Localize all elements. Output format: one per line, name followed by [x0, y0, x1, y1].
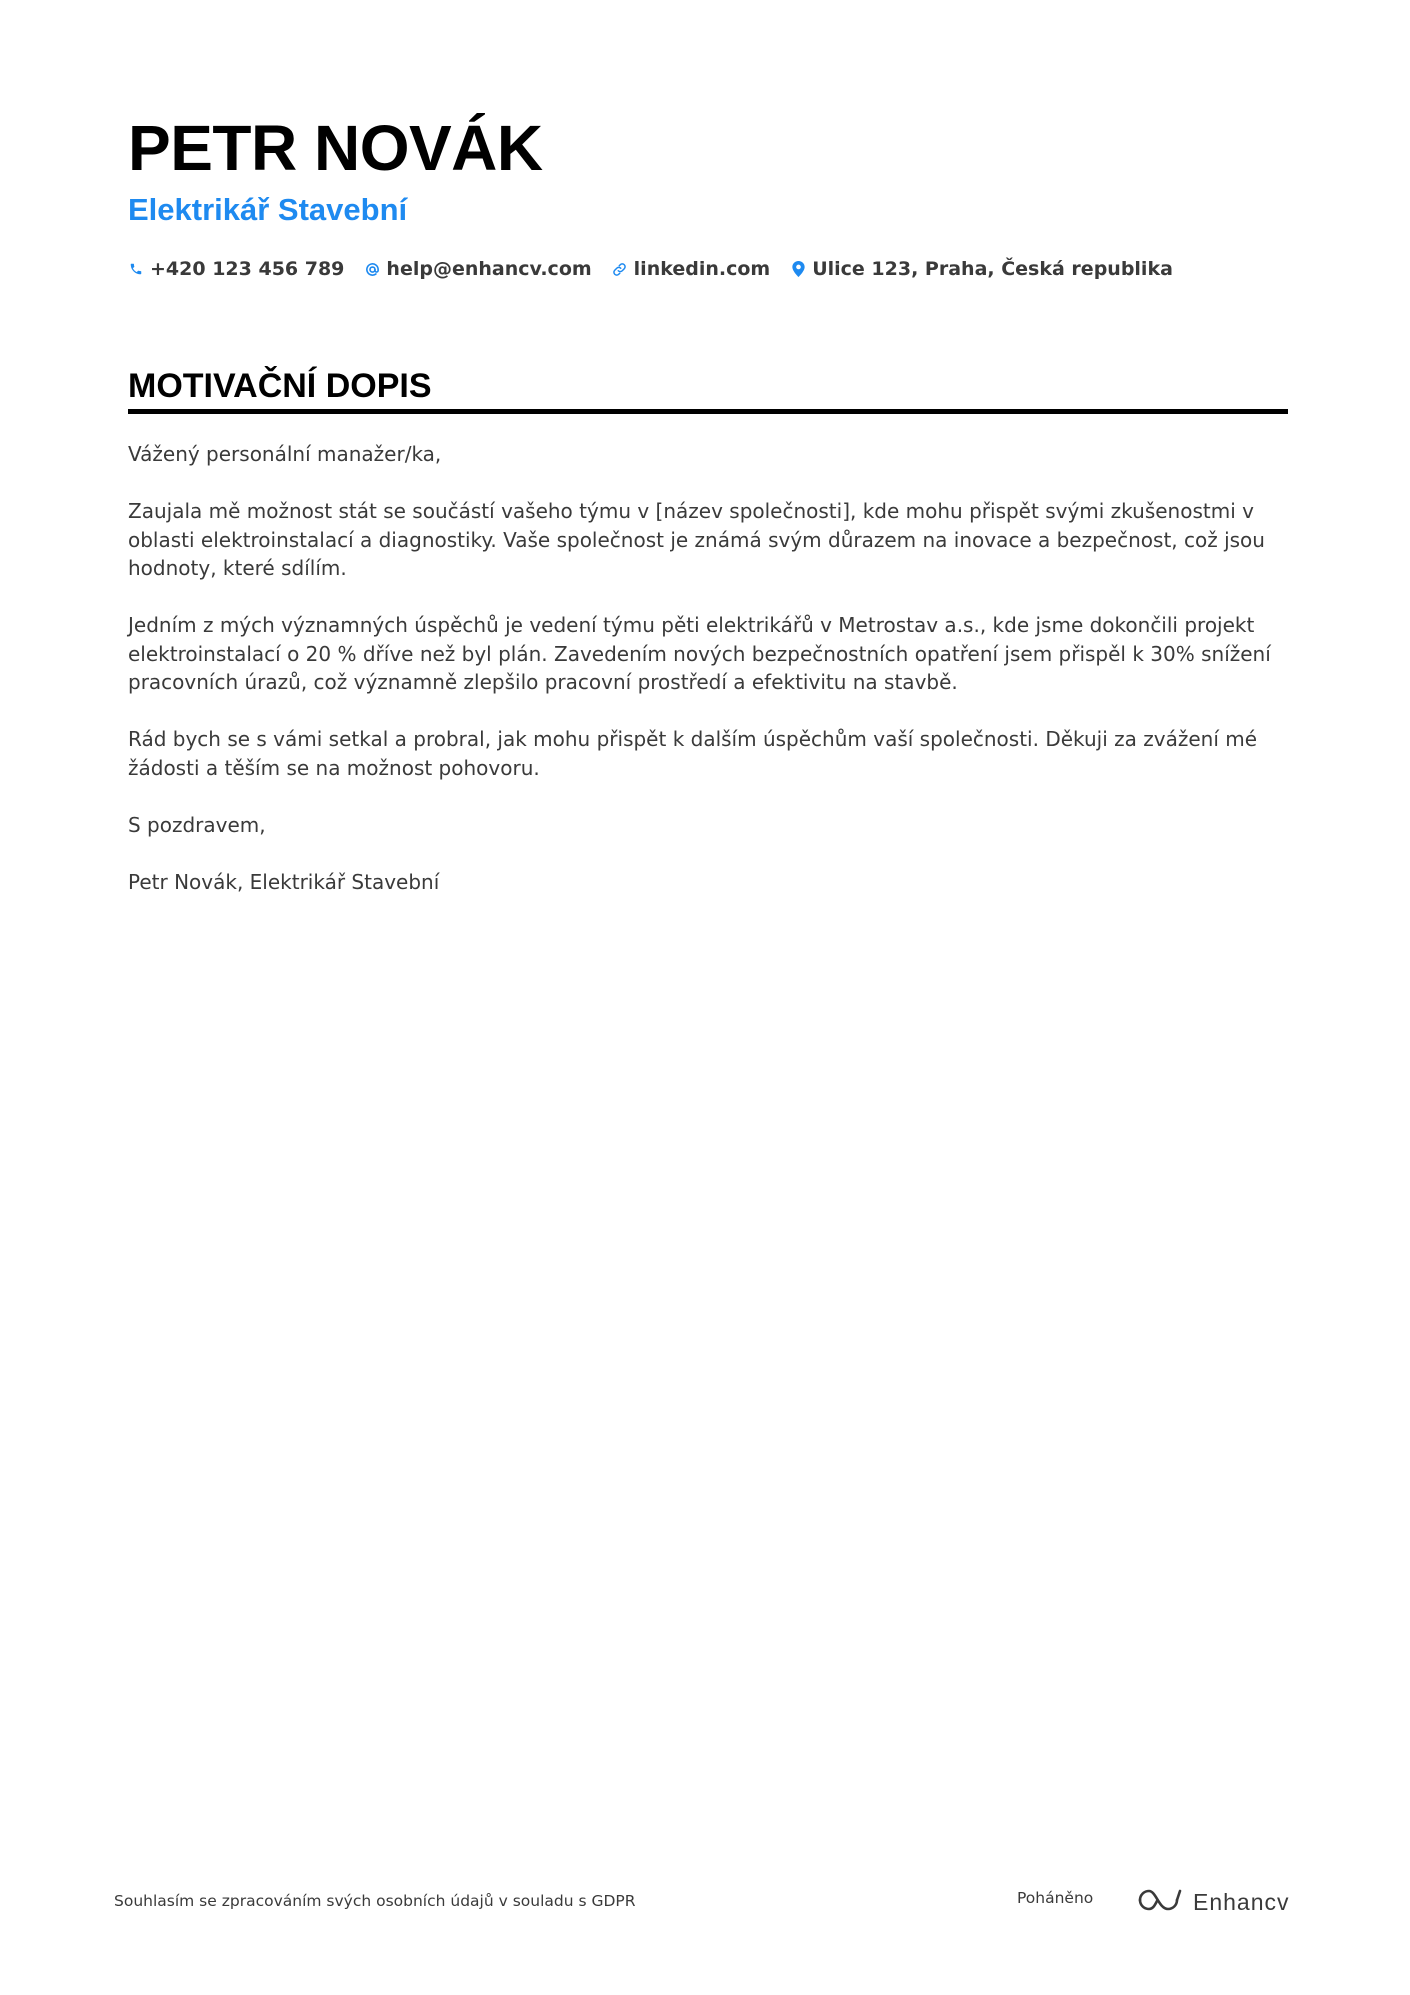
contact-phone	[128, 258, 344, 280]
location-text: Ulice 123, Praha, Česká republika	[812, 258, 1173, 280]
section-divider	[128, 409, 1288, 414]
link-icon	[612, 260, 628, 278]
letter-closing: S pozdravem,	[128, 812, 266, 837]
letter-paragraph-1: Zaujala mě možnost stát se součástí vašeho týmu v [název společnosti], kde mohu přispět svými zkušenostmi v oblasti elektroinstalací a diagnostiky. Vaše společnost je známá svým důrazem na inovace a bezpečnost, což jsou hodnoty, které sdílím.	[128, 499, 1265, 580]
email-text[interactable]: help@enhancv.com	[386, 258, 592, 280]
phone-icon	[128, 260, 144, 278]
contact-location	[790, 258, 1173, 280]
brand-name: Enhancv	[1193, 1888, 1290, 1915]
section-title: MOTIVAČNÍ DOPIS	[128, 367, 432, 405]
letter-greeting: Vážený personální manažer/ka,	[128, 442, 442, 466]
contact-bar	[128, 254, 1193, 284]
link-text[interactable]: linkedin.com	[633, 258, 771, 280]
letter-paragraph-2: Jedním z mých významných úspěchů je vedení týmu pěti elektrikářů v Metrostav a.s., kde jsme dokončili projekt elektroinstalací o 20 % dříve než byl plán. Zavedením nových bezpečnostních opatření jsem přispěl k 30% snížení pracovních úrazů, což významně zlepšilo pracovní prostředí a efektivitu na stavbě.	[128, 613, 1271, 694]
letter-body	[128, 440, 1293, 925]
letter-paragraph-3: Rád bych se s vámi setkal a probral, jak mohu přispět k dalším úspěchům vaší společnosti. Děkuji za zvážení mé žádosti a těším se na možnost pohovoru.	[128, 727, 1258, 780]
contact-link[interactable]	[612, 258, 771, 280]
enhancv-logo[interactable]	[1137, 1884, 1290, 1920]
location-pin-icon	[790, 260, 806, 278]
gdpr-consent: Souhlasím se zpracováním svých osobních údajů v souladu s GDPR	[114, 1892, 636, 1910]
applicant-role: Elektrikář Stavební	[128, 192, 408, 227]
applicant-name: PETR NOVÁK	[128, 112, 543, 184]
enhancv-mark-icon	[1137, 1887, 1183, 1917]
at-icon	[364, 260, 380, 278]
contact-email[interactable]	[364, 258, 591, 280]
phone-text: +420 123 456 789	[150, 258, 345, 280]
letter-signature: Petr Novák, Elektrikář Stavební	[128, 869, 440, 894]
powered-by-label: Poháněno	[1017, 1889, 1094, 1907]
